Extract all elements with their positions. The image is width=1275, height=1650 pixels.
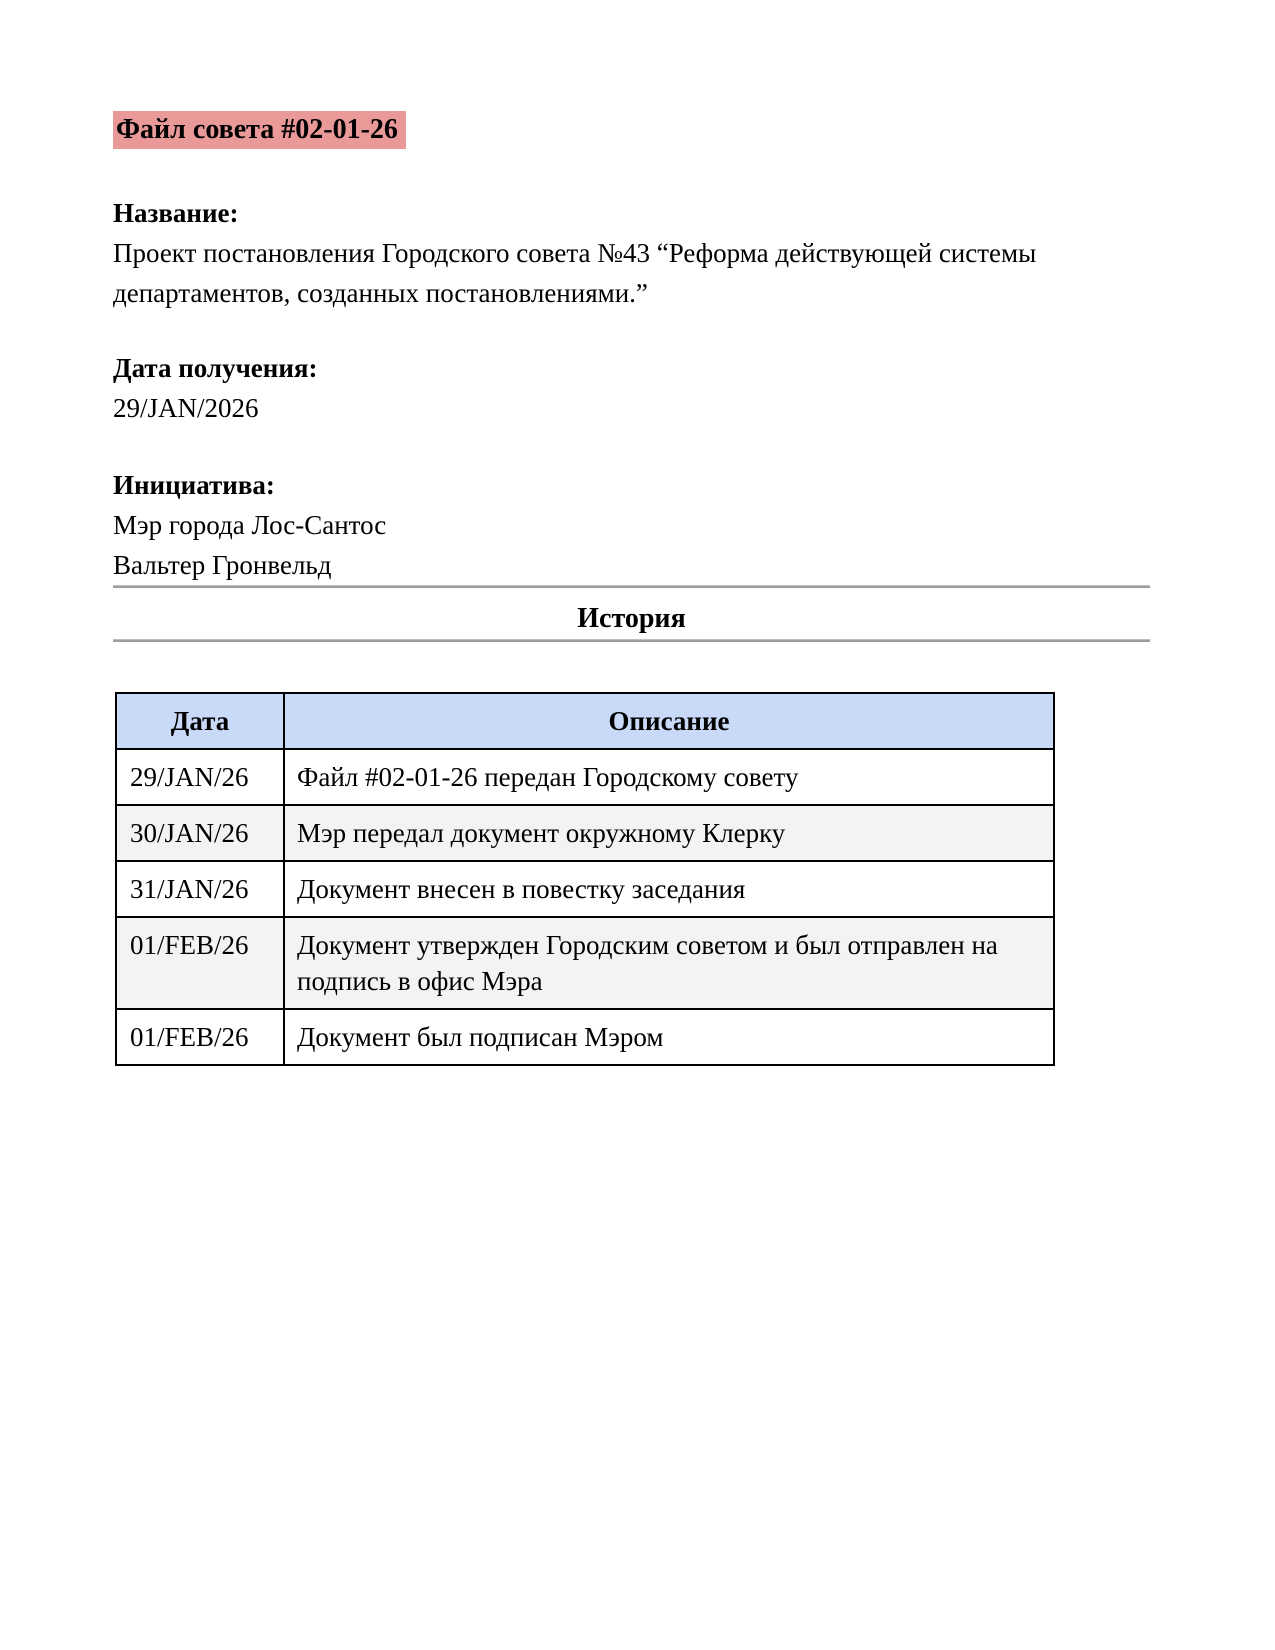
divider [113, 639, 1150, 642]
table-row [116, 749, 1054, 805]
cell-date: 29/JAN/26 [116, 749, 284, 805]
section-initiative [113, 465, 1155, 585]
section-initiative-line: Мэр города Лос-Сантос [113, 510, 387, 540]
column-header-description: Описание [284, 693, 1054, 749]
cell-description: Документ внесен в повестку заседания [284, 861, 1054, 917]
table-row [116, 805, 1054, 861]
cell-date: 01/FEB/26 [116, 917, 284, 1009]
cell-date: 01/FEB/26 [116, 1009, 284, 1065]
history-heading: История [577, 603, 686, 634]
cell-description: Документ был подписан Мэром [284, 1009, 1054, 1065]
cell-date: 31/JAN/26 [116, 861, 284, 917]
section-name-label: Название: [113, 198, 239, 228]
divider [113, 585, 1150, 588]
cell-description: Файл #02-01-26 передан Городскому совету [284, 749, 1054, 805]
table-row [116, 1009, 1054, 1065]
cell-description: Мэр передал документ окружному Клерку [284, 805, 1054, 861]
section-initiative-label: Инициатива: [113, 470, 275, 500]
cell-date: 30/JAN/26 [116, 805, 284, 861]
section-received-value: 29/JAN/2026 [113, 393, 259, 423]
section-received [113, 348, 1155, 428]
table-header-row [116, 693, 1054, 749]
section-received-label: Дата получения: [113, 353, 318, 383]
column-header-date: Дата [116, 693, 284, 749]
section-name-value: Проект постановления Городского совета №43 “Реформа действующей системы департаментов, созданных постановлениями.” [113, 238, 1037, 308]
section-initiative-line: Вальтер Гронвельд [113, 550, 332, 580]
section-name [113, 193, 1153, 313]
table-row [116, 917, 1054, 1009]
cell-description: Документ утвержден Городским советом и был отправлен на подпись в офис Мэра [284, 917, 1054, 1009]
file-title: Файл совета #02-01-26 [113, 111, 406, 149]
table-row [116, 861, 1054, 917]
history-table [115, 692, 1055, 1066]
